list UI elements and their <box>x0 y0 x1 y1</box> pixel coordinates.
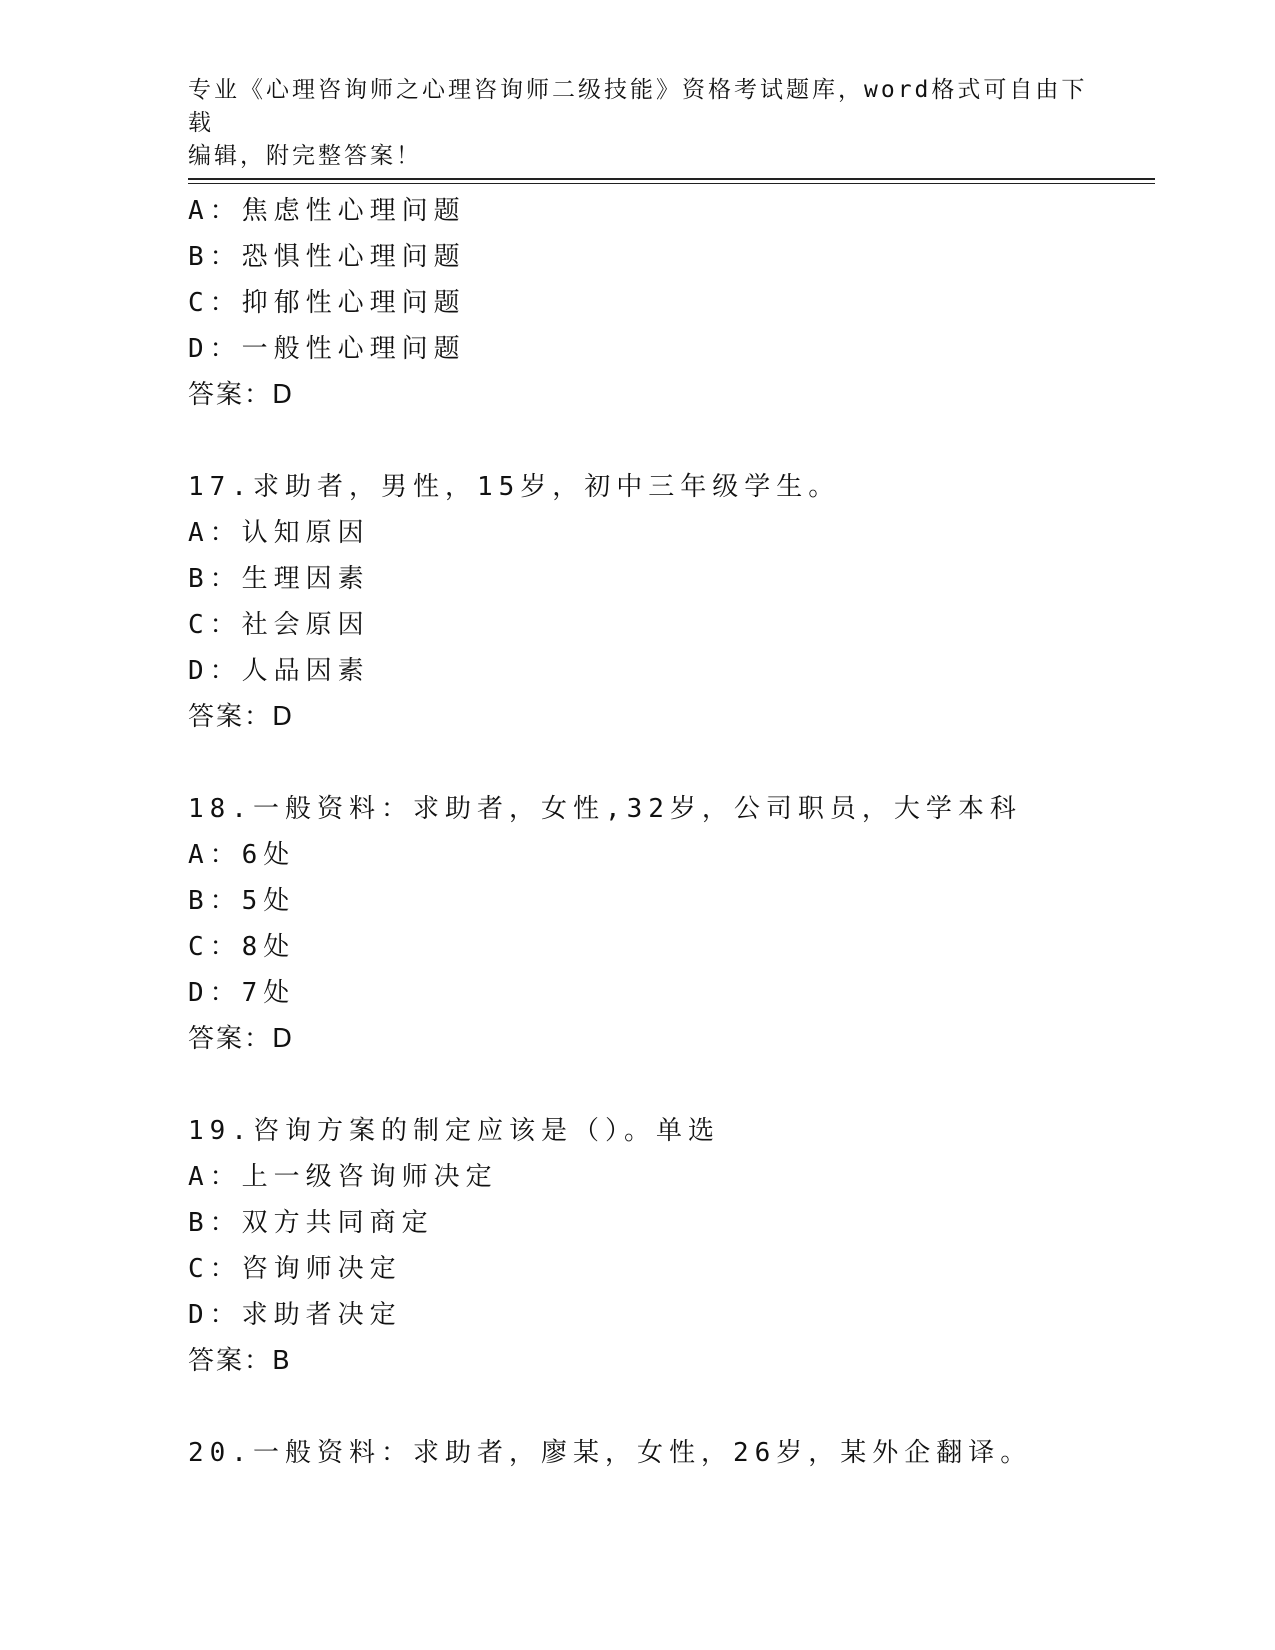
question-text: 19.咨询方案的制定应该是（）。单选 <box>188 1116 720 1146</box>
option-d: D：一般性心理问题 <box>188 334 466 364</box>
question-18 <box>188 786 1155 1062</box>
option-d: D：求助者决定 <box>188 1300 402 1330</box>
option-a: A：焦虑性心理问题 <box>188 196 466 226</box>
header-line-1: 专业《心理咨询师之心理咨询师二级技能》资格考试题库，word格式可自由下载 <box>188 77 1088 136</box>
question-text: 17.求助者，男性，15岁，初中三年级学生。 <box>188 472 841 502</box>
option-c: C：社会原因 <box>188 610 370 640</box>
question-text: 20.一般资料：求助者，廖某，女性，26岁，某外企翻译。 <box>188 1438 1033 1468</box>
question-19 <box>188 1108 1155 1384</box>
header-divider <box>188 178 1155 184</box>
spacer <box>188 1062 1155 1108</box>
option-b: B：生理因素 <box>188 564 370 594</box>
answer: 答案：D <box>188 702 295 732</box>
option-b: B：恐惧性心理问题 <box>188 242 466 272</box>
answer: 答案：B <box>188 1346 292 1376</box>
option-c: C：抑郁性心理问题 <box>188 288 466 318</box>
question-20 <box>188 1430 1155 1476</box>
question-text: 18.一般资料：求助者，女性,32岁，公司职员，大学本科 <box>188 794 1022 824</box>
option-d: D：7处 <box>188 978 296 1008</box>
header-line-2: 编辑，附完整答案！ <box>188 143 422 169</box>
option-a: A：6处 <box>188 840 296 870</box>
option-b: B：5处 <box>188 886 296 916</box>
question-16 <box>188 188 1155 418</box>
question-17 <box>188 464 1155 740</box>
option-b: B：双方共同商定 <box>188 1208 434 1238</box>
spacer <box>188 418 1155 464</box>
question-list <box>188 188 1155 1476</box>
answer: 答案：D <box>188 1024 295 1054</box>
spacer <box>188 1384 1155 1430</box>
answer: 答案：D <box>188 380 295 410</box>
option-c: C：8处 <box>188 932 296 962</box>
option-c: C：咨询师决定 <box>188 1254 402 1284</box>
document-header <box>188 74 1088 173</box>
spacer <box>188 740 1155 786</box>
option-d: D：人品因素 <box>188 656 370 686</box>
option-a: A：认知原因 <box>188 518 370 548</box>
option-a: A：上一级咨询师决定 <box>188 1162 498 1192</box>
